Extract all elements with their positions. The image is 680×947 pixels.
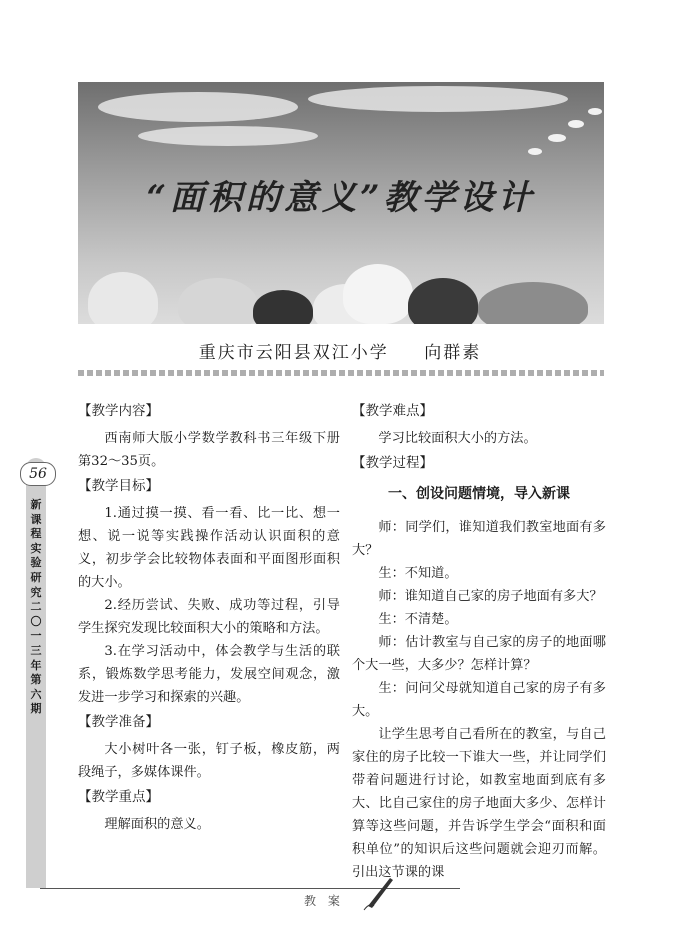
section-heading: 【教学目标】	[78, 478, 159, 494]
author-name: 向群素	[424, 343, 482, 363]
footer-label: 教 案	[304, 894, 344, 908]
paragraph: 大小树叶各一张，钉子板，橡皮筋，两段绳子，多媒体课件。	[78, 742, 340, 780]
bubble	[528, 148, 542, 155]
section-heading: 【教学过程】	[352, 455, 433, 471]
bubble	[588, 108, 602, 115]
paragraph: 2.经历尝试、失败、成功等过程，引导学生探究发现比较面积大小的策略和方法。	[78, 598, 340, 636]
paragraph: 师：谁知道自己家的房子地面有多大？	[378, 589, 603, 604]
byline	[0, 338, 680, 363]
subsection-title: 一、创设问题情境，导入新课	[388, 486, 570, 502]
section-heading: 【教学准备】	[78, 714, 159, 730]
article-title: “面积的意义”教学设计	[146, 178, 536, 218]
right-column	[352, 398, 606, 884]
section-heading: 【教学重点】	[78, 789, 159, 805]
paragraph: 理解面积的意义。	[104, 817, 210, 832]
dog-illustration	[408, 278, 478, 324]
header-banner	[78, 82, 604, 324]
section-heading: 【教学内容】	[78, 403, 159, 419]
left-column	[78, 398, 340, 836]
paragraph: 生：不知道。	[378, 566, 458, 581]
dog-illustration	[343, 264, 413, 324]
cloud	[308, 86, 568, 112]
cloud	[98, 92, 298, 122]
dog-illustration	[88, 272, 158, 324]
school-name: 重庆市云阳县双江小学	[198, 343, 389, 363]
ornamental-divider	[78, 370, 604, 376]
dog-illustration	[178, 278, 258, 324]
cloud	[138, 126, 318, 146]
paragraph: 师：估计教室与自己家的房子的地面哪个大一些，大多少？怎样计算？	[352, 635, 606, 673]
paragraph: 1.通过摸一摸、看一看、比一比、想一想、说一说等实践操作活动认识面积的意义，初步学会比较物体表面和平面图形面积的大小。	[78, 506, 340, 590]
paragraph: 学习比较面积大小的方法。	[378, 431, 537, 446]
paragraph: 让学生思考自己看所在的教室，与自己家住的房子比较一下谁大一些，并让同学们带着问题进行讨论，如教室地面到底有多大、比自己家住的房子地面大多少、怎样计算等这些问题，并告诉学生学会“面积和面积单位”的知识后这些问题就会迎刃而解。引出这节课的课	[352, 727, 606, 880]
dog-illustration	[478, 282, 588, 324]
section-heading: 【教学难点】	[352, 403, 433, 419]
dog-illustration	[253, 290, 313, 324]
bubble	[568, 120, 584, 128]
paragraph: 师：同学们，谁知道我们教室地面有多大？	[352, 520, 606, 558]
paragraph: 3.在学习活动中，体会教学与生活的联系，锻炼数学思考能力，发展空间观念，激发进一步学习和探索的兴趣。	[78, 644, 340, 705]
pen-icon	[360, 872, 400, 912]
paragraph: 生：问问父母就知道自己家的房子有多大。	[352, 681, 606, 719]
paragraph: 西南师大版小学数学教科书三年级下册第32～35页。	[78, 431, 340, 469]
paragraph: 生：不清楚。	[378, 612, 458, 627]
page-number: 56	[20, 462, 56, 486]
journal-name: 新课程实验研究 二〇一三年 第六期	[30, 498, 42, 716]
bubble	[548, 134, 566, 142]
